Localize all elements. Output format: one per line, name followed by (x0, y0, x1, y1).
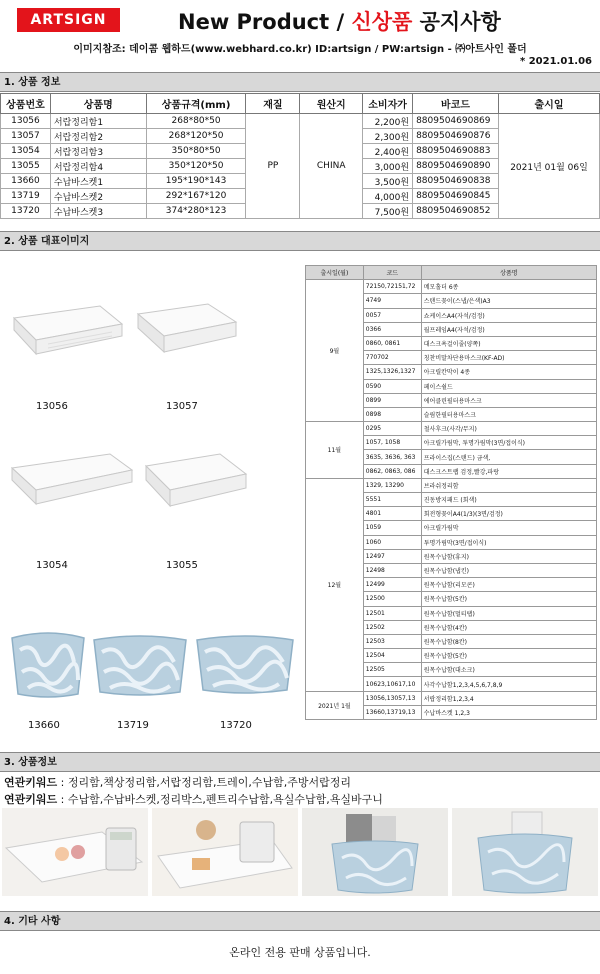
section-product-details: 3. 상품정보 (0, 752, 600, 772)
release-code: 1060 (363, 535, 421, 549)
col-header: 재질 (246, 94, 300, 114)
image-caption: 13720 (220, 720, 252, 731)
product-name: 서랍정리함1 (50, 114, 146, 129)
product-price: 7,500원 (363, 204, 413, 219)
release-product-name: 원목수납함(5칸) (421, 592, 596, 606)
release-product-name: 쇼케이스A4(자석/검정) (421, 308, 596, 322)
product-price: 2,300원 (363, 129, 413, 144)
release-product-name: 칭찬비말차단용마스크(KF-AD) (421, 351, 596, 365)
keyword-text: : 수납함,수납바스켓,정리박스,펜트리수납함,욕실수납함,욕실바구니 (57, 793, 383, 806)
section-other-notes: 4. 기타 사항 (0, 911, 600, 931)
release-code: 12502 (363, 620, 421, 634)
release-product-name: 슬림한필터용마스크 (421, 407, 596, 421)
product-barcode: 8809504690890 (413, 159, 499, 174)
section-product-images: 2. 상품 대표이미지 (0, 231, 600, 251)
release-product-name: 투명가림막(3면/접이식) (421, 535, 596, 549)
release-product-name: 대스크스트랩 검정,빨강,파랑 (421, 464, 596, 478)
product-barcode: 8809504690876 (413, 129, 499, 144)
product-table-header (1, 94, 600, 114)
release-code: 1057, 1058 (363, 436, 421, 450)
release-product-name: 사각수납함1,2,3,4,5,6,7,8,9 (421, 677, 596, 691)
product-row (1, 114, 600, 129)
release-code: 10623,10617,10 (363, 677, 421, 691)
release-product-name: 철사후크(사각/무지) (421, 422, 596, 436)
product-barcode: 8809504690883 (413, 144, 499, 159)
col-header: 원산지 (300, 94, 363, 114)
title-suffix: 공지사항 (412, 10, 501, 34)
lifestyle-photo-tray-2 (152, 808, 298, 896)
col-header: 코드 (363, 266, 421, 280)
release-code: 13056,13057,13 (363, 691, 421, 705)
keyword-label: 연관키워드 (4, 776, 58, 789)
release-row (306, 691, 597, 705)
product-spec: 374*280*123 (146, 204, 246, 219)
product-barcode: 8809504690838 (413, 174, 499, 189)
online-only-notice: 온라인 전용 판매 상품입니다. (229, 946, 371, 959)
image-caption: 13055 (166, 560, 198, 571)
release-product-name: 원목수납함(냅킨) (421, 563, 596, 577)
product-material: PP (246, 114, 300, 219)
release-product-name: 브라쉬정리함 (421, 478, 596, 492)
release-product-name: 서랍정리함1,2,3,4 (421, 691, 596, 705)
product-barcode: 8809504690845 (413, 189, 499, 204)
product-name: 서랍정리함4 (50, 159, 146, 174)
col-header: 출시일 (499, 94, 600, 114)
page-header (0, 0, 600, 36)
release-code: 1325,1326,1327 (363, 365, 421, 379)
release-code: 0862, 0863, 086 (363, 464, 421, 478)
product-price: 3,500원 (363, 174, 413, 189)
section-product-info: 1. 상품 정보 (0, 72, 600, 92)
release-code: 12499 (363, 578, 421, 592)
release-code: 5551 (363, 493, 421, 507)
release-code: 4801 (363, 507, 421, 521)
release-month: 12월 (306, 478, 364, 691)
release-month: 11월 (306, 422, 364, 479)
product-release-date: 2021년 01월 06일 (499, 114, 600, 219)
release-month: 9월 (306, 280, 364, 422)
page-title (178, 6, 501, 36)
image-caption: 13057 (166, 401, 198, 412)
product-spec: 350*80*50 (146, 144, 246, 159)
col-header: 상품규격(mm) (146, 94, 246, 114)
release-product-name: 수납바스켓 1,2,3 (421, 705, 596, 719)
keyword-text: : 정리함,책상정리함,서랍정리함,트레이,수납함,주방서랍정리 (57, 776, 351, 789)
release-code: 0860, 0861 (363, 336, 421, 350)
release-code: 4749 (363, 294, 421, 308)
title-prefix: New Product / (178, 10, 352, 34)
col-header: 소비자가 (363, 94, 413, 114)
release-code: 770702 (363, 351, 421, 365)
release-code: 12501 (363, 606, 421, 620)
release-product-name: 원목수납함(멀티탭) (421, 606, 596, 620)
drawer-tray-image-13054 (6, 448, 138, 510)
release-product-name: 메모홀더 6종 (421, 280, 596, 294)
release-product-name: 아크릴가림막 (421, 521, 596, 535)
lifestyle-photo-tray-1 (2, 808, 148, 896)
product-price: 2,400원 (363, 144, 413, 159)
release-product-name: 회전형꽂이A4(1/3)(3면/검정) (421, 507, 596, 521)
release-code: 12497 (363, 549, 421, 563)
title-highlight: 신상품 (351, 10, 413, 34)
basket-image-13719 (90, 632, 190, 698)
release-history-table (305, 265, 597, 720)
release-product-name: 원목수납함(4칸) (421, 620, 596, 634)
release-code: 0898 (363, 407, 421, 421)
image-caption: 13054 (36, 560, 68, 571)
product-spec: 350*120*50 (146, 159, 246, 174)
release-code: 1329, 13290 (363, 478, 421, 492)
product-number: 13720 (1, 204, 51, 219)
release-product-name: 원목수납함(휴지) (421, 549, 596, 563)
drawer-tray-image-13055 (140, 448, 252, 518)
product-number: 13054 (1, 144, 51, 159)
product-price: 3,000원 (363, 159, 413, 174)
product-name: 서랍정리함2 (50, 129, 146, 144)
brand-logo: ARTSIGN (17, 8, 120, 32)
col-header: 출시일(월) (306, 266, 364, 280)
release-code: 12498 (363, 563, 421, 577)
release-product-name: 프라이스집(스탠드) 금색, (421, 450, 596, 464)
release-product-name: 스탠드꽂이(스냅/은색)A3 (421, 294, 596, 308)
product-origin: CHINA (300, 114, 363, 219)
col-header: 상품명 (421, 266, 596, 280)
product-name: 수납바스켓1 (50, 174, 146, 189)
drawer-tray-image-13057 (132, 298, 242, 364)
basket-image-13660 (8, 628, 88, 700)
release-code: 0057 (363, 308, 421, 322)
release-code: 12504 (363, 649, 421, 663)
image-reference-note: 이미지참조: 데이콤 웹하드(www.webhard.co.kr) ID:artsign / PW:artsign - ㈜아트사인 폴더 (73, 44, 527, 55)
product-price: 4,000원 (363, 189, 413, 204)
release-code: 12503 (363, 634, 421, 648)
release-product-name: 원목수납함(리모콘) (421, 578, 596, 592)
release-code: 3635, 3636, 363 (363, 450, 421, 464)
product-spec: 195*190*143 (146, 174, 246, 189)
release-product-name: 아크릴칸막이 4종 (421, 365, 596, 379)
release-product-name: 원목수납함(8칸) (421, 634, 596, 648)
product-price: 2,200원 (363, 114, 413, 129)
basket-image-13720 (193, 632, 297, 696)
release-code: 72150,72151,72 (363, 280, 421, 294)
release-product-name: 진동방지패드 (회색) (421, 493, 596, 507)
release-product-name: 아크릴가림막, 투명가림막(3면/접이식) (421, 436, 596, 450)
product-number: 13055 (1, 159, 51, 174)
release-product-name: 에어클린필터용마스크 (421, 393, 596, 407)
lifestyle-photo-basket-2 (452, 808, 598, 896)
product-info-table (0, 93, 600, 219)
release-code: 0295 (363, 422, 421, 436)
release-code: 0590 (363, 379, 421, 393)
product-name: 수납바스켓2 (50, 189, 146, 204)
keyword-line (4, 774, 351, 790)
release-row (306, 280, 597, 294)
product-spec: 268*80*50 (146, 114, 246, 129)
keyword-label: 연관키워드 (4, 793, 58, 806)
product-image-grid (0, 252, 300, 738)
release-product-name: 대스크욕걸이줄(양쪽) (421, 336, 596, 350)
release-row (306, 478, 597, 492)
release-product-name: 원목수납함(대소크) (421, 663, 596, 677)
release-code: 0366 (363, 322, 421, 336)
col-header: 상품명 (50, 94, 146, 114)
product-number: 13057 (1, 129, 51, 144)
release-product-name: 월프레임A4(자석/검정) (421, 322, 596, 336)
release-code: 12500 (363, 592, 421, 606)
product-spec: 268*120*50 (146, 129, 246, 144)
product-number: 13660 (1, 174, 51, 189)
image-caption: 13056 (36, 401, 68, 412)
release-row (306, 422, 597, 436)
drawer-tray-image-13056 (8, 300, 128, 360)
product-spec: 292*167*120 (146, 189, 246, 204)
release-code: 0899 (363, 393, 421, 407)
product-number: 13056 (1, 114, 51, 129)
product-barcode: 8809504690852 (413, 204, 499, 219)
col-header: 바코드 (413, 94, 499, 114)
product-name: 수납바스켓3 (50, 204, 146, 219)
release-month: 2021년 1월 (306, 691, 364, 719)
release-code: 12505 (363, 663, 421, 677)
notice-date: * 2021.01.06 (520, 56, 592, 67)
release-product-name: 페이스쉴드 (421, 379, 596, 393)
release-code: 1059 (363, 521, 421, 535)
image-caption: 13719 (117, 720, 149, 731)
lifestyle-photo-basket-1 (302, 808, 448, 896)
lifestyle-photo-strip (0, 808, 600, 908)
product-name: 서랍정리함3 (50, 144, 146, 159)
keyword-line (4, 791, 383, 807)
image-caption: 13660 (28, 720, 60, 731)
product-number: 13719 (1, 189, 51, 204)
product-barcode: 8809504690869 (413, 114, 499, 129)
release-product-name: 원목수납함(5칸) (421, 649, 596, 663)
release-code: 13660,13719,13 (363, 705, 421, 719)
col-header: 상품번호 (1, 94, 51, 114)
